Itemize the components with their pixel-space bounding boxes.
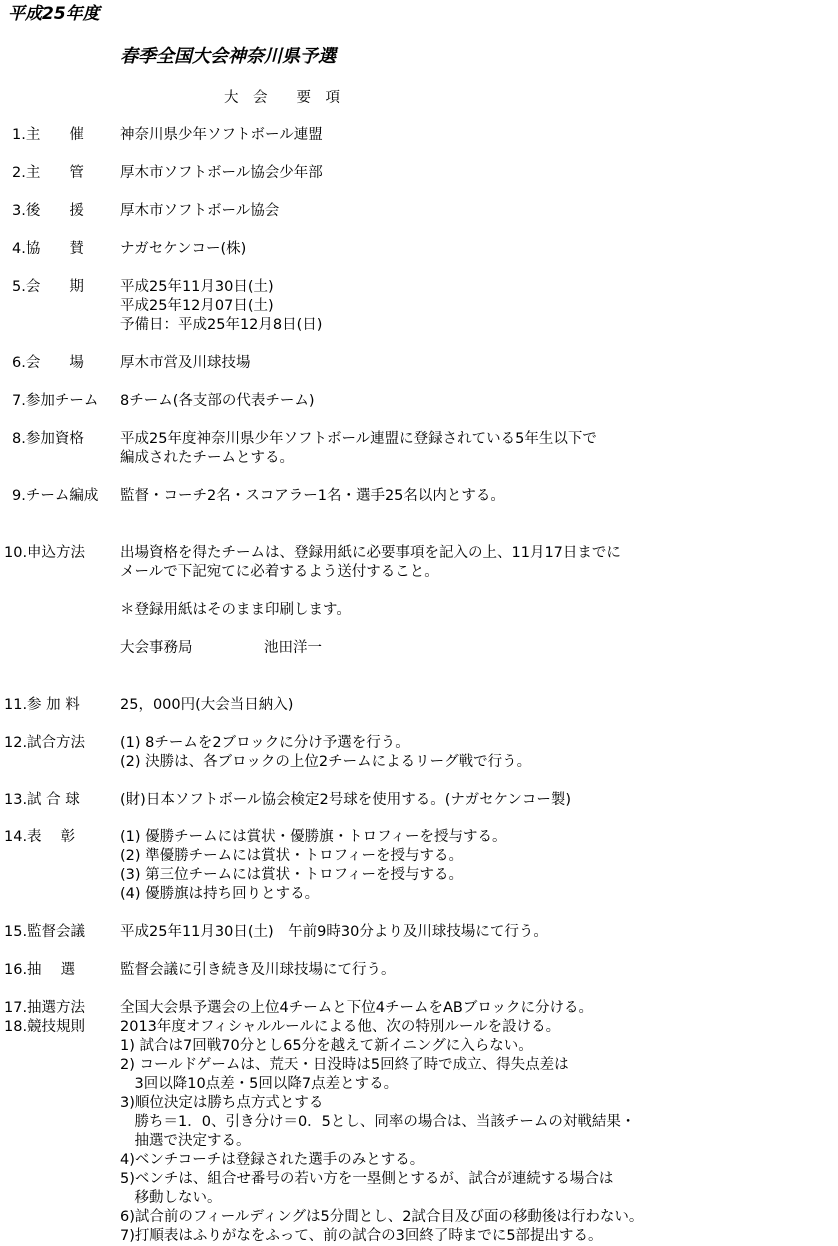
section-8-line-1: 平成25年度神奈川県少年ソフトボール連盟に登録されている5年生以下で [120, 431, 597, 447]
section-17-label: 17.抽選方法 [4, 1000, 86, 1016]
section-14-line-2: (2) 準優勝チームには賞状・トロフィーを授与する。 [120, 848, 463, 864]
section-6-label: 6.会 場 [12, 355, 84, 371]
section-13-label: 13.試 合 球 [4, 792, 80, 808]
section-14-line-4: (4) 優勝旗は持ち回りとする。 [120, 886, 320, 902]
section-5-line-2: 平成25年12月07日(土) [120, 298, 274, 314]
section-9-label: 9.チーム編成 [12, 488, 99, 504]
section-16-value: 監督会議に引き続き及川球技場にて行う。 [120, 962, 396, 978]
section-1-label: 1.主 催 [12, 127, 84, 143]
section-18-rule-2-cont: 3回以降10点差・5回以降7点差とする。 [120, 1076, 399, 1092]
section-10-contact-name: 池田洋一 [264, 640, 322, 656]
section-11-label: 11.参 加 料 [4, 697, 80, 713]
section-18-rule-3-cont-2: 抽選で決定する。 [120, 1133, 251, 1149]
section-18-rule-5-cont: 移動しない。 [120, 1190, 222, 1206]
section-18-rule-3-cont-1: 勝ち＝1．0、引き分け＝0．5とし、同率の場合は、当該チームの対戦結果・ [120, 1114, 636, 1130]
section-18-rule-2: 2) コールドゲームは、荒天・日没時は5回終了時で成立、得失点差は [120, 1057, 569, 1073]
page-subtitle: 大 会 要 項 [224, 90, 340, 106]
section-5-line-1: 平成25年11月30日(土) [120, 279, 274, 295]
section-5-line-3: 予備日：平成25年12月8日(日) [120, 317, 323, 333]
section-18-rule-6: 6)試合前のフィールディングは5分間とし、2試合目及び面の移動後は行わない。 [120, 1209, 644, 1225]
section-2-label: 2.主 管 [12, 165, 84, 181]
section-12-label: 12.試合方法 [4, 735, 86, 751]
section-12-line-2: (2) 決勝は、各ブロックの上位2チームによるリーグ戦で行う。 [120, 754, 532, 770]
section-10-office: 大会事務局 [120, 640, 193, 656]
section-7-label: 7.参加チーム [12, 393, 99, 409]
section-18-rule-5: 5)ベンチは、組合せ番号の若い方を一塁側とするが、試合が連続する場合は [120, 1171, 614, 1187]
section-9-value: 監督・コーチ2名・スコアラー1名・選手25名以内とする。 [120, 488, 505, 504]
section-18-label: 18.競技規則 [4, 1019, 86, 1035]
section-18-rule-1: 1) 試合は7回戦70分とし65分を越えて新イニングに入らない。 [120, 1038, 533, 1054]
section-1-value: 神奈川県少年ソフトボール連盟 [120, 127, 323, 143]
section-4-value: ナガセケンコー(株) [120, 241, 247, 257]
section-18-line-1: 2013年度オフィシャルルールによる他、次の特別ルールを設ける。 [120, 1019, 561, 1035]
section-14-line-1: (1) 優勝チームには賞状・優勝旗・トロフィーを授与する。 [120, 829, 507, 845]
section-10-label: 10.申込方法 [4, 545, 86, 561]
section-14-line-3: (3) 第三位チームには賞状・トロフィーを授与する。 [120, 867, 463, 883]
section-17-value: 全国大会県予選会の上位4チームと下位4チームをABブロックに分ける。 [120, 1000, 594, 1016]
section-14-label: 14.表 彰 [4, 829, 76, 845]
section-11-value: 25，000円(大会当日納入) [120, 697, 294, 713]
section-7-value: 8チーム(各支部の代表チーム) [120, 393, 315, 409]
section-18-rule-7: 7)打順表はふりがなをふって、前の試合の3回終了時までに5部提出する。 [120, 1228, 603, 1244]
section-13-value: (財)日本ソフトボール協会検定2号球を使用する。(ナガセケンコー製) [120, 792, 572, 808]
section-8-label: 8.参加資格 [12, 431, 84, 447]
section-3-value: 厚木市ソフトボール協会 [120, 203, 280, 219]
section-6-value: 厚木市営及川球技場 [120, 355, 251, 371]
section-16-label: 16.抽 選 [4, 962, 76, 978]
section-18-rule-4: 4)ベンチコーチは登録された選手のみとする。 [120, 1152, 425, 1168]
section-2-value: 厚木市ソフトボール協会少年部 [120, 165, 323, 181]
section-15-label: 15.監督会議 [4, 924, 86, 940]
section-3-label: 3.後 援 [12, 203, 84, 219]
section-10-line-1: 出場資格を得たチームは、登録用紙に必要事項を記入の上、11月17日までに [120, 545, 621, 561]
section-8-line-2: 編成されたチームとする。 [120, 450, 294, 466]
section-4-label: 4.協 賛 [12, 241, 84, 257]
section-5-label: 5.会 期 [12, 279, 84, 295]
page-title: 春季全国大会神奈川県予選 [120, 46, 336, 67]
section-10-note: ＊登録用紙はそのまま印刷します。 [120, 602, 351, 618]
fiscal-year-heading: 平成25年度 [8, 4, 100, 24]
section-10-line-2: メールで下記宛てに必着するよう送付すること。 [120, 564, 439, 580]
section-15-value: 平成25年11月30日(土) 午前9時30分より及川球技場にて行う。 [120, 924, 548, 940]
section-12-line-1: (1) 8チームを2ブロックに分け予選を行う。 [120, 735, 410, 751]
section-18-rule-3: 3)順位決定は勝ち点方式とする [120, 1095, 324, 1111]
